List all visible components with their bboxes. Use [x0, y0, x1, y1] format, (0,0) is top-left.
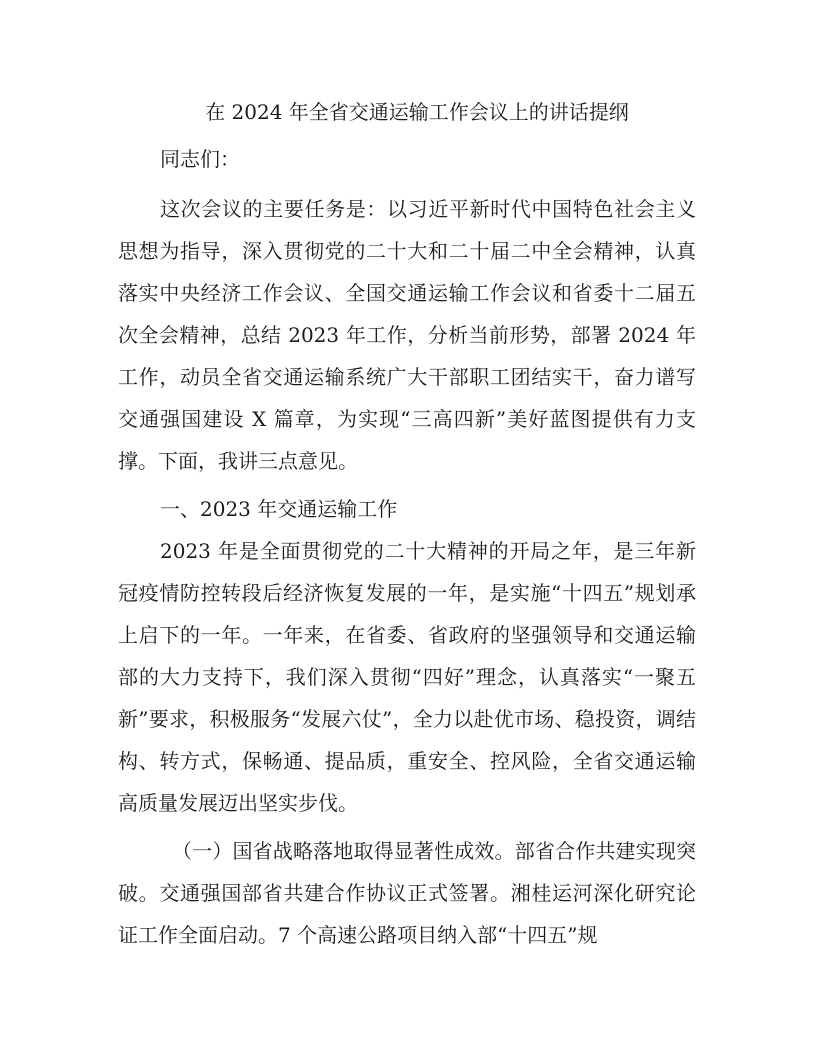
document-title: 在 2024 年全省交通运输工作会议上的讲话提纲	[205, 100, 629, 124]
paragraph-intro: 这次会议的主要任务是：以习近平新时代中国特色社会主义思想为指导，深入贯彻党的二十大和二十届二中全会精神，认真落实中央经济工作会议、全国交通运输工作会议和省委十二届五次全会精神，总结 2023 年工作，分析当前形势，部署 2024 年工作，动员全省交通运输系统广大干部职工团结实干，奋力谱写交通强国建设 X 篇章，为实现“三高四新”美好蓝图提供有力支撑。下面，我讲三点意见。	[118, 197, 696, 473]
paragraph-2023-review: 2023 年是全面贯彻党的二十大精神的开局之年，是三年新冠疫情防控转段后经济恢复发展的一年，是实施“十四五”规划承上启下的一年。一年来，在省委、省政府的坚强领导和交通运输部的大力支持下，我们深入贯彻“四好”理念，认真落实“一聚五新”要求，积极服务“发展六仗”，全力以赴优市场、稳投资，调结构、转方式，保畅通、提品质，重安全、控风险，全省交通运输高质量发展迈出坚实步伐。	[118, 539, 696, 815]
section-heading-1: 一、2023 年交通运输工作	[160, 497, 398, 521]
paragraph-subsection-1: （一）国省战略落地取得显著性成效。部省合作共建实现突破。交通强国部省共建合作协议正式签署。湘桂运河深化研究论证工作全面启动。7 个高速公路项目纳入部“十四五”规	[118, 839, 696, 947]
greeting: 同志们：	[160, 147, 240, 171]
document-body	[118, 92, 696, 956]
